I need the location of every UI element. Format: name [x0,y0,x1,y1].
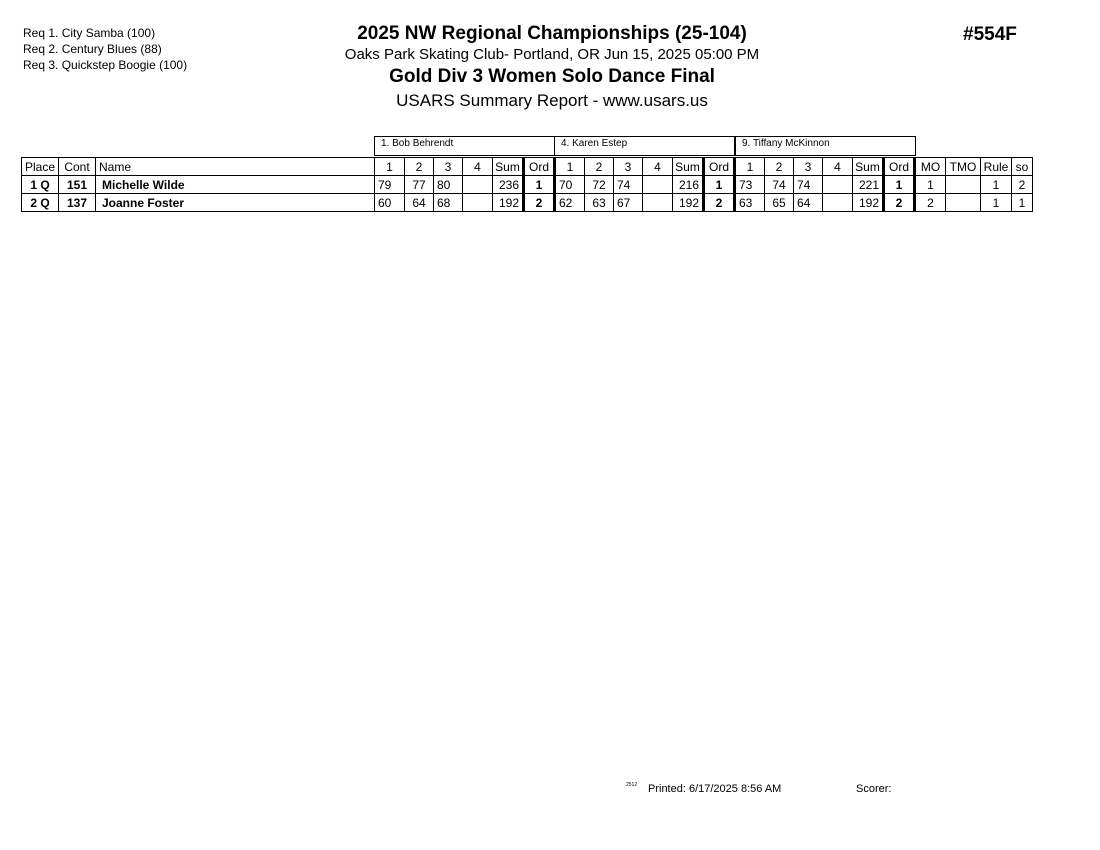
competition-title: 2025 NW Regional Championships (25-104) [357,23,747,44]
score-cell: 74 [765,176,794,194]
col-j2-2: 2 [585,158,614,176]
score-cell: 65 [765,194,794,212]
cont-cell: 137 [59,194,96,212]
table-row [22,176,1033,194]
col-cont: Cont [59,158,96,176]
col-name: Name [96,158,375,176]
col-j3-sum: Sum [853,158,884,176]
venue-date: Oaks Park Skating Club- Portland, OR Jun 15, 2025 05:00 PM [344,46,760,63]
requirement-item: Req 3. Quickstep Boogie (100) [23,58,188,72]
sum-cell: 236 [493,176,524,194]
so-cell: 2 [1012,176,1033,194]
report-header [0,22,1100,112]
score-cell: 79 [375,176,405,194]
requirement-item: Req 1. City Samba (100) [23,26,156,40]
ord-cell: 2 [884,194,915,212]
sum-cell: 192 [853,194,884,212]
col-j2-4: 4 [643,158,673,176]
score-cell: 63 [585,194,614,212]
col-j1-1: 1 [375,158,405,176]
tmo-cell [946,194,981,212]
score-cell: 72 [585,176,614,194]
score-cell: 68 [434,194,463,212]
judge-header-1: 1. Bob Behrendt [374,136,555,156]
col-j3-3: 3 [794,158,823,176]
ord-cell: 2 [704,194,735,212]
rule-cell: 1 [981,194,1012,212]
col-j2-sum: Sum [673,158,704,176]
score-cell: 60 [375,194,405,212]
col-j3-ord: Ord [884,158,915,176]
col-j3-4: 4 [823,158,853,176]
scorer-label: Scorer: [856,783,892,795]
skater-name: Joanne Foster [96,194,375,212]
score-cell [823,194,853,212]
score-cell: 67 [614,194,643,212]
so-cell: 1 [1012,194,1033,212]
ord-cell: 1 [704,176,735,194]
sum-cell: 221 [853,176,884,194]
score-cell [463,194,493,212]
col-j3-1: 1 [735,158,765,176]
score-cell: 74 [794,176,823,194]
score-cell: 77 [405,176,434,194]
judge-header-3: 9. Tiffany McKinnon [735,136,916,156]
col-j1-ord: Ord [524,158,555,176]
column-header-row [22,158,1033,176]
col-so: so [1012,158,1033,176]
rule-cell: 1 [981,176,1012,194]
col-j2-3: 3 [614,158,643,176]
table-row [22,194,1033,212]
score-cell [823,176,853,194]
col-tmo: TMO [946,158,981,176]
score-cell [643,176,673,194]
score-cell: 62 [555,194,585,212]
col-mo: MO [915,158,946,176]
tmo-cell [946,176,981,194]
skater-name: Michelle Wilde [96,176,375,194]
ord-cell: 1 [524,176,555,194]
mo-cell: 1 [915,176,946,194]
col-j2-1: 1 [555,158,585,176]
col-place: Place [22,158,59,176]
score-cell: 64 [794,194,823,212]
requirement-item: Req 2. Century Blues (88) [23,42,162,56]
score-cell [643,194,673,212]
score-cell: 64 [405,194,434,212]
col-j1-4: 4 [463,158,493,176]
score-cell [463,176,493,194]
col-j3-2: 2 [765,158,794,176]
score-cell: 80 [434,176,463,194]
mo-cell: 2 [915,194,946,212]
col-rule: Rule [981,158,1012,176]
score-cell: 70 [555,176,585,194]
col-j1-3: 3 [434,158,463,176]
col-j1-2: 2 [405,158,434,176]
score-cell: 63 [735,194,765,212]
col-j1-sum: Sum [493,158,524,176]
footer-code: 2512 [626,782,638,788]
col-j2-ord: Ord [704,158,735,176]
judge-header-2: 4. Karen Estep [554,136,735,156]
sum-cell: 216 [673,176,704,194]
score-cell: 74 [614,176,643,194]
report-type: USARS Summary Report - www.usars.us [396,91,708,110]
score-cell: 73 [735,176,765,194]
ord-cell: 2 [524,194,555,212]
results-table [21,157,1033,212]
printed-timestamp: Printed: 6/17/2025 8:56 AM [648,783,782,795]
sum-cell: 192 [493,194,524,212]
place-cell: 2 Q [22,194,59,212]
event-title: Gold Div 3 Women Solo Dance Final [389,66,715,87]
event-number: #554F [963,24,1017,45]
cont-cell: 151 [59,176,96,194]
ord-cell: 1 [884,176,915,194]
place-cell: 1 Q [22,176,59,194]
sum-cell: 192 [673,194,704,212]
